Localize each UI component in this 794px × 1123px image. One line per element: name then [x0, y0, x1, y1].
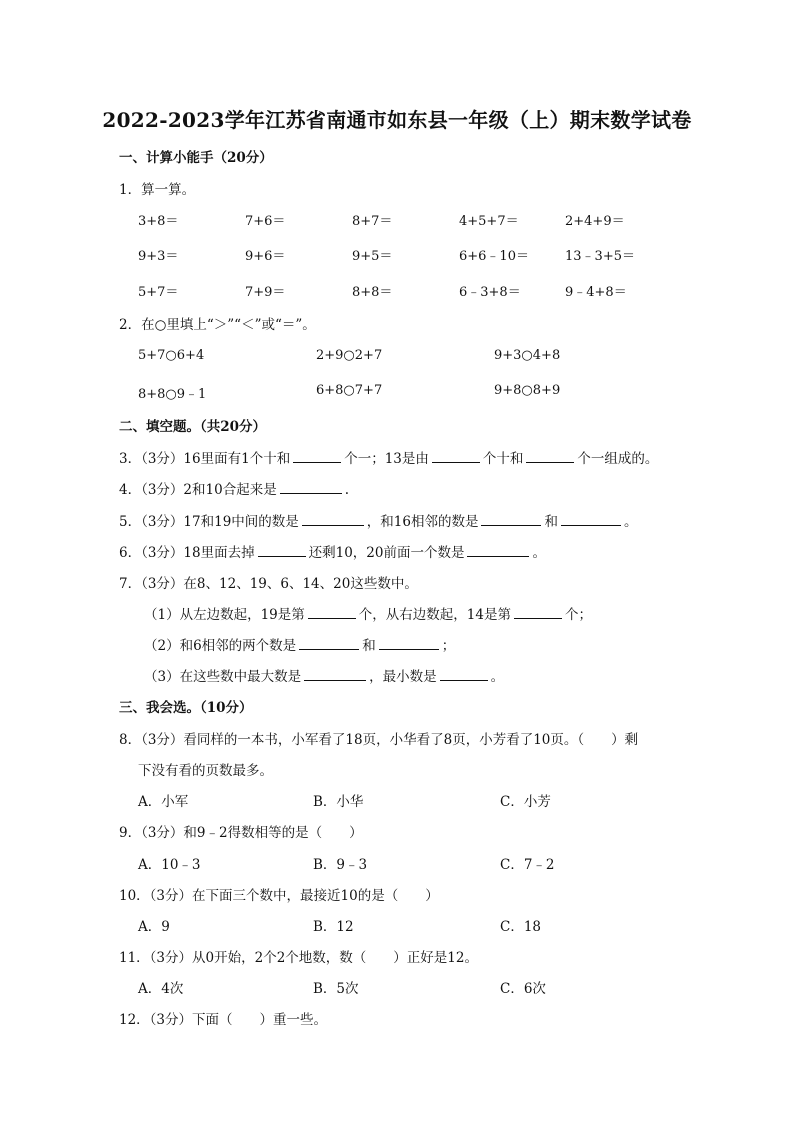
q6-text-b: 还剩10，20前面一个数是 [308, 545, 465, 561]
option-a[interactable]: A．4次 [138, 981, 184, 997]
q7-3-text-c: 。 [490, 669, 505, 685]
q5-text-a: 5．（3分）17和19中间的数是 [119, 514, 299, 530]
calc-item: 13﹣3+5＝ [565, 249, 635, 264]
q7-1-text-b: 个，从右边数起，14是第 [358, 607, 511, 623]
answer-blank[interactable] [299, 636, 359, 650]
option-a[interactable]: A．小军 [138, 794, 189, 810]
answer-blank[interactable] [280, 480, 342, 494]
calc-item: 8+8＝ [352, 285, 393, 300]
answer-blank[interactable] [293, 449, 341, 463]
calc-item: 3+8＝ [138, 214, 179, 229]
q7-3-text-a: （3）在这些数中最大数是 [144, 669, 302, 685]
calc-item: 5+7＝ [138, 285, 179, 300]
option-c[interactable]: C．7﹣2 [500, 857, 555, 873]
calc-item: 4+5+7＝ [459, 214, 519, 229]
q7-1-text-a: （1）从左边数起，19是第 [144, 607, 305, 623]
q5-text-c: 和 [544, 514, 558, 530]
compare-item: 8+8○9﹣1 [138, 387, 207, 402]
question-6 [119, 541, 546, 561]
calc-item: 9+6＝ [245, 249, 286, 264]
calc-item: 9+5＝ [352, 249, 393, 264]
answer-blank[interactable] [526, 449, 574, 463]
q7-1-text-c: 个； [564, 607, 592, 623]
section-2-heading: 二、填空题。（共20分） [119, 419, 267, 435]
q6-text-a: 6．（3分）18里面去掉 [119, 545, 255, 561]
option-c[interactable]: C．18 [500, 919, 542, 935]
answer-blank[interactable] [561, 512, 621, 526]
option-b[interactable]: B．12 [313, 919, 354, 935]
question-2: 2．在○里填上“＞”“＜”或“＝”。 [119, 317, 316, 333]
answer-blank[interactable] [432, 449, 480, 463]
answer-blank[interactable] [302, 512, 364, 526]
q5-text-b: ，和16相邻的数是 [366, 514, 479, 530]
answer-blank[interactable] [514, 605, 562, 619]
question-4 [119, 478, 349, 498]
question-8-line-1: 8．（3分）看同样的一本书，小军看了18页，小华看了8页，小芳看了10页。（ ）剩 [119, 732, 639, 748]
calc-item: 9﹣4+8＝ [565, 285, 627, 300]
q7-2-text-b: 和 [362, 638, 376, 654]
compare-item: 9+8○8+9 [494, 383, 561, 398]
option-b[interactable]: B．9﹣3 [313, 857, 368, 873]
compare-item: 9+3○4+8 [494, 348, 561, 363]
calc-item: 9+3＝ [138, 249, 179, 264]
calc-item: 2+4+9＝ [565, 214, 625, 229]
question-10: 10．（3分）在下面三个数中，最接近10的是（ ） [119, 888, 439, 904]
option-b[interactable]: B．5次 [313, 981, 359, 997]
q7-2-text-a: （2）和6相邻的两个数是 [144, 638, 297, 654]
question-3 [119, 447, 658, 467]
section-3-heading: 三、我会选。（10分） [119, 700, 253, 716]
calc-item: 6+6﹣10＝ [459, 249, 529, 264]
section-1-heading: 一、计算小能手（20分） [119, 150, 273, 166]
question-11: 11．（3分）从0开始，2个2个地数，数（ ）正好是12。 [119, 950, 478, 966]
answer-blank[interactable] [379, 636, 439, 650]
compare-item: 5+7○6+4 [138, 348, 205, 363]
calc-item: 7+9＝ [245, 285, 286, 300]
q3-text-c: 个十和 [482, 451, 524, 467]
option-a[interactable]: A．9 [138, 919, 170, 935]
q3-text-a: 3．（3分）16里面有1个十和 [119, 451, 291, 467]
q3-text-b: 个一；13是由 [344, 451, 429, 467]
compare-item: 6+8○7+7 [316, 383, 383, 398]
q7-3-text-b: ，最小数是 [369, 669, 437, 685]
question-7-1 [144, 603, 592, 623]
q4-text-b: . [344, 482, 349, 498]
option-a[interactable]: A．10﹣3 [138, 857, 201, 873]
question-9: 9．（3分）和9﹣2得数相等的是（ ） [119, 825, 363, 841]
answer-blank[interactable] [258, 543, 306, 557]
answer-blank[interactable] [308, 605, 356, 619]
page-title: 2022-2023学年江苏省南通市如东县一年级（上）期末数学试卷 [102, 108, 692, 132]
q5-text-d: 。 [623, 514, 638, 530]
calc-item: 8+7＝ [352, 214, 393, 229]
question-5 [119, 510, 637, 530]
question-7-3 [144, 665, 504, 685]
compare-item: 2+9○2+7 [316, 348, 383, 363]
answer-blank[interactable] [440, 667, 488, 681]
option-c[interactable]: C．小芳 [500, 794, 551, 810]
q3-text-d: 个一组成的。 [577, 451, 659, 467]
q7-2-text-c: ； [441, 638, 456, 654]
calc-item: 6﹣3+8＝ [459, 285, 521, 300]
q6-text-c: 。 [532, 545, 546, 561]
question-8-line-2: 下没有看的页数最多。 [138, 763, 273, 779]
calc-item: 7+6＝ [245, 214, 286, 229]
option-c[interactable]: C．6次 [500, 981, 546, 997]
question-7: 7．（3分）在8、12、19、6、14、20这些数中。 [119, 576, 418, 592]
question-1: 1．算一算。 [119, 182, 196, 198]
question-12: 12．（3分）下面（ ）重一些。 [119, 1012, 328, 1028]
question-7-2 [144, 634, 455, 654]
q4-text-a: 4．（3分）2和10合起来是 [119, 482, 277, 498]
answer-blank[interactable] [304, 667, 366, 681]
answer-blank[interactable] [467, 543, 529, 557]
option-b[interactable]: B．小华 [313, 794, 364, 810]
answer-blank[interactable] [481, 512, 541, 526]
